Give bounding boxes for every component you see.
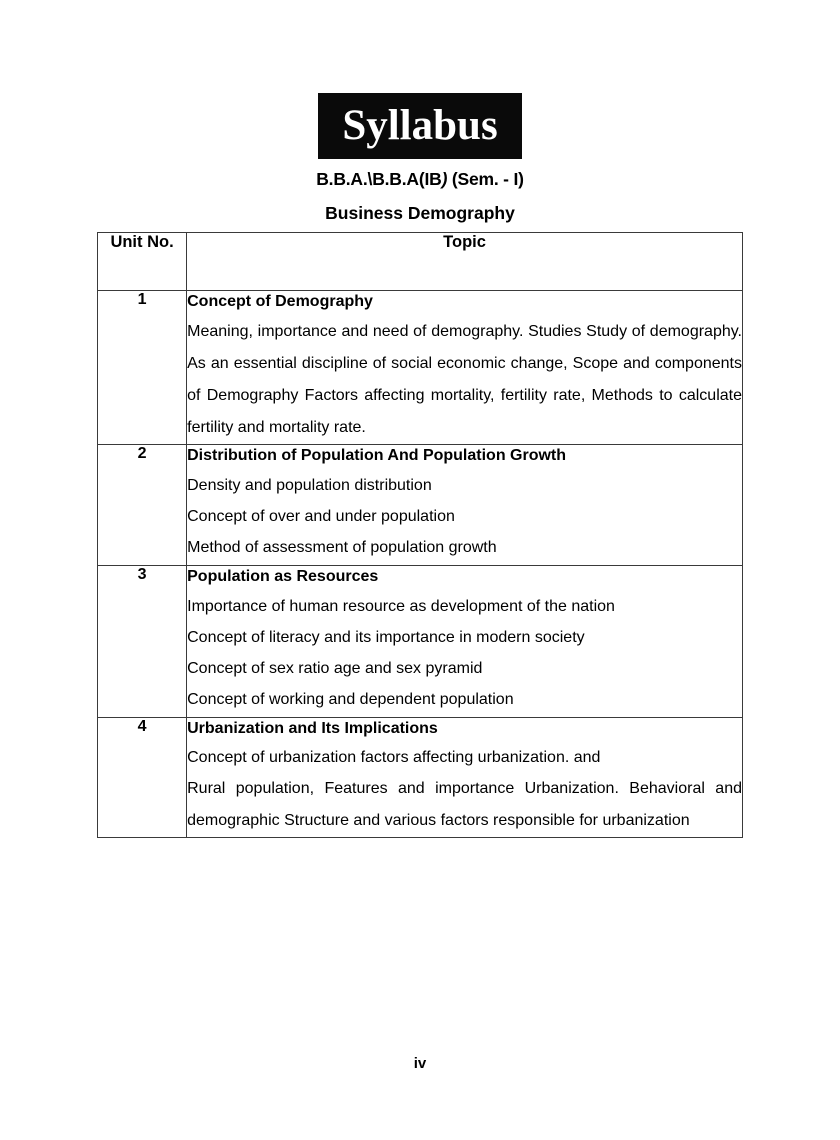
unit-topic-line: Density and population distribution: [187, 477, 432, 494]
unit-topic-heading: Distribution of Population And Population Growth: [187, 447, 567, 464]
unit-number: 2: [98, 445, 187, 566]
table-row: [98, 291, 743, 445]
unit-topic-paragraph: Rural population, Features and importance Urbanization. Behavioral and demographic Structure and various factors responsible for urbanization: [187, 780, 742, 829]
unit-number: 3: [98, 566, 187, 718]
column-header-topic: Topic: [187, 233, 743, 291]
unit-topic-line: Concept of sex ratio age and sex pyramid: [187, 660, 483, 677]
unit-topic-cell: [187, 445, 743, 566]
footer-page-number: iv: [413, 1055, 427, 1072]
unit-topic-heading: Urbanization and Its Implications: [187, 720, 438, 737]
syllabus-table: [97, 232, 743, 838]
unit-topic-line: Concept of over and under population: [187, 508, 455, 525]
unit-topic-heading: Concept of Demography: [187, 293, 373, 310]
unit-topic-cell: [187, 718, 743, 838]
column-header-unit-no: Unit No.: [98, 233, 187, 291]
unit-topic-cell: [187, 566, 743, 718]
page-title-banner-container: [0, 93, 840, 159]
unit-topic-cell: [187, 291, 743, 445]
unit-number: 4: [98, 718, 187, 838]
unit-number: 1: [98, 291, 187, 445]
program-code-close-paren: ): [441, 169, 448, 189]
unit-topic-line-list: [187, 591, 742, 717]
unit-topic-line: Concept of working and dependent population: [187, 691, 514, 708]
table-header-row: [98, 233, 743, 291]
table-row: [98, 566, 743, 718]
table-body: [98, 291, 743, 838]
program-semester-line: [0, 168, 840, 190]
unit-topic-line: Method of assessment of population growth: [187, 539, 497, 556]
unit-topic-line: Concept of literacy and its importance in modern society: [187, 629, 585, 646]
unit-topic-heading: Population as Resources: [187, 568, 379, 585]
unit-topic-line-list: [187, 470, 742, 565]
unit-topic-line: Importance of human resource as development of the nation: [187, 598, 615, 615]
semester-label: (Sem. - I): [447, 169, 524, 189]
program-code-prefix: B.B.A.\B.B.A(IB: [316, 169, 442, 189]
page-title-banner: Syllabus: [318, 93, 521, 159]
table-row: [98, 445, 743, 566]
table-row: [98, 718, 743, 838]
course-title: Business Demography: [325, 203, 515, 223]
unit-topic-first-line: Concept of urbanization factors affecting urbanization. and: [187, 749, 601, 766]
unit-topic-paragraph: Meaning, importance and need of demography. Studies Study of demography. As an essential discipline of social economic change, Scope and components of Demography Factors affecting mortality, fertility rate, Methods to calculate fertility and mortality rate.: [187, 323, 742, 436]
